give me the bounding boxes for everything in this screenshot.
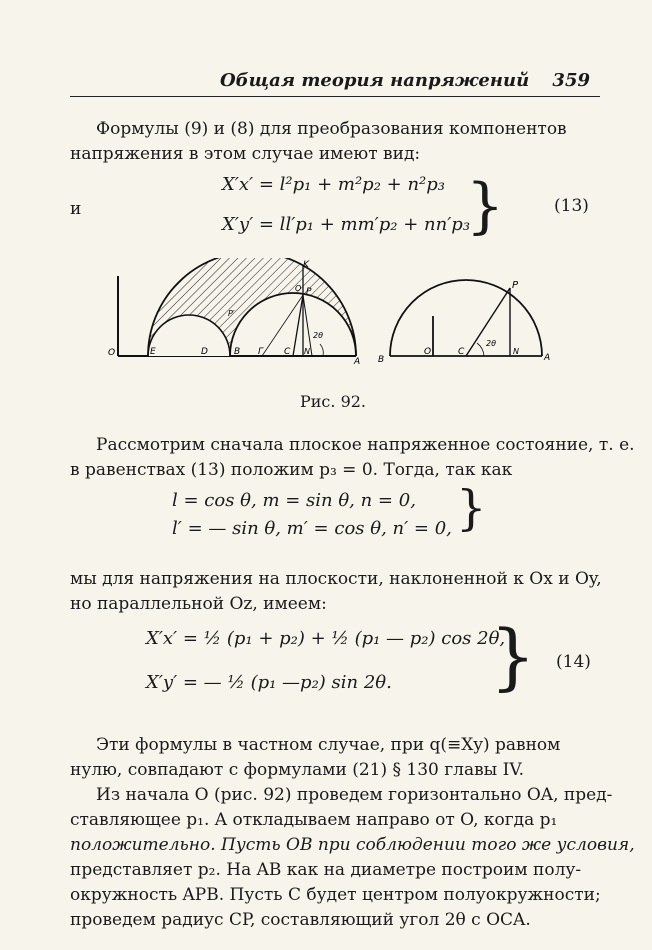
label-C-left: C [284, 347, 291, 357]
conjunction-i: и [70, 199, 82, 219]
paragraph-3-line-1: мы для напряжения на плоскости, наклоненной к Ox и Oy, [70, 569, 602, 589]
paragraph-5-line-4: представляет p₂. На AB как на диаметре построим полу- [70, 860, 582, 880]
label-B-left: B [234, 347, 241, 357]
equation-14-brace: } [490, 614, 536, 698]
label-A-left: A [354, 357, 361, 367]
paragraph-4-line-1: Эти формулы в частном случае, при q(≡Xy) равном [96, 735, 561, 755]
paragraph-5-line-3: положительно. Пусть OB при соблюдении того же условия, [70, 835, 635, 855]
equation-cos-line-1: l = cos θ, m = sin θ, n = 0, [172, 490, 416, 511]
angle-arc-left [320, 344, 323, 356]
equation-cos-brace: } [456, 480, 487, 536]
page-number: 359 [552, 70, 590, 91]
label-K: K [303, 260, 309, 270]
paragraph-5-line-1: Из начала O (рис. 92) проведем горизонтально OA, пред- [96, 785, 613, 805]
paragraph-1-line-1: Формулы (9) и (8) для преобразования компонентов [96, 119, 567, 139]
line-gamma [262, 295, 303, 356]
paragraph-2-line-1: Рассмотрим сначала плоское напряженное состояние, т. е. [96, 435, 635, 455]
label-P-prime: P′ [228, 309, 235, 318]
header-title: Общая теория напряжений [220, 70, 530, 91]
left-diagram [108, 258, 360, 367]
label-A-right: A [544, 353, 551, 363]
label-C-right: C [458, 347, 465, 357]
label-G: Г [258, 347, 264, 357]
running-header [70, 66, 600, 97]
paragraph-4-line-2: нулю, совпадают с формулами (21) § 130 главы IV. [70, 760, 525, 780]
label-B-right: B [378, 355, 385, 365]
label-2theta-left: 2θ [313, 331, 323, 340]
label-O-right: O [424, 347, 432, 357]
label-D: D [201, 347, 208, 357]
equation-13-line-2: X′y′ = ll′p₁ + mm′p₂ + nn′p₃ [222, 214, 471, 235]
figure-caption: Рис. 92. [300, 392, 367, 411]
paragraph-1-line-2: напряжения в этом случае имеют вид: [70, 144, 421, 164]
paragraph-3-line-2: но параллельной Oz, имеем: [70, 594, 327, 614]
paragraph-5-line-5: окружность APB. Пусть C будет центром полуокружности; [70, 885, 601, 905]
equation-13-line-1: X′x′ = l²p₁ + m²p₂ + n²p₃ [222, 174, 445, 195]
equation-13-number: (13) [554, 196, 589, 216]
equation-14-line-1: X′x′ = ½ (p₁ + p₂) + ½ (p₁ — p₂) cos 2θ, [146, 628, 506, 649]
equation-cos-line-2: l′ = — sin θ, m′ = cos θ, n′ = 0, [172, 518, 452, 539]
label-O-small: O [295, 284, 302, 293]
label-P-left: P [306, 287, 312, 297]
semicircle-right [390, 280, 542, 356]
equation-13-brace: } [466, 171, 505, 241]
label-O-left: O [108, 348, 116, 358]
radius-CP-left [293, 295, 303, 356]
equation-14-line-2: X′y′ = — ½ (p₁ —p₂) sin 2θ. [146, 672, 392, 693]
label-N-left: N [304, 347, 310, 356]
label-E: E [150, 347, 156, 357]
angle-arc-right [477, 343, 484, 356]
paragraph-5-line-2: ставляющее p₁. A откладываем направо от O, когда p₁ [70, 810, 558, 830]
label-2theta-right: 2θ [486, 339, 496, 348]
paragraph-2-line-2: в равенствах (13) положим p₃ = 0. Тогда, так как [70, 460, 513, 480]
label-N-right: N [513, 347, 519, 356]
equation-14-number: (14) [556, 652, 591, 672]
paragraph-5-line-6: проведем радиус CP, составляющий угол 2θ с OCA. [70, 910, 531, 930]
figure-92 [0, 258, 652, 378]
right-diagram [378, 280, 550, 365]
label-P-right: P [512, 280, 519, 291]
